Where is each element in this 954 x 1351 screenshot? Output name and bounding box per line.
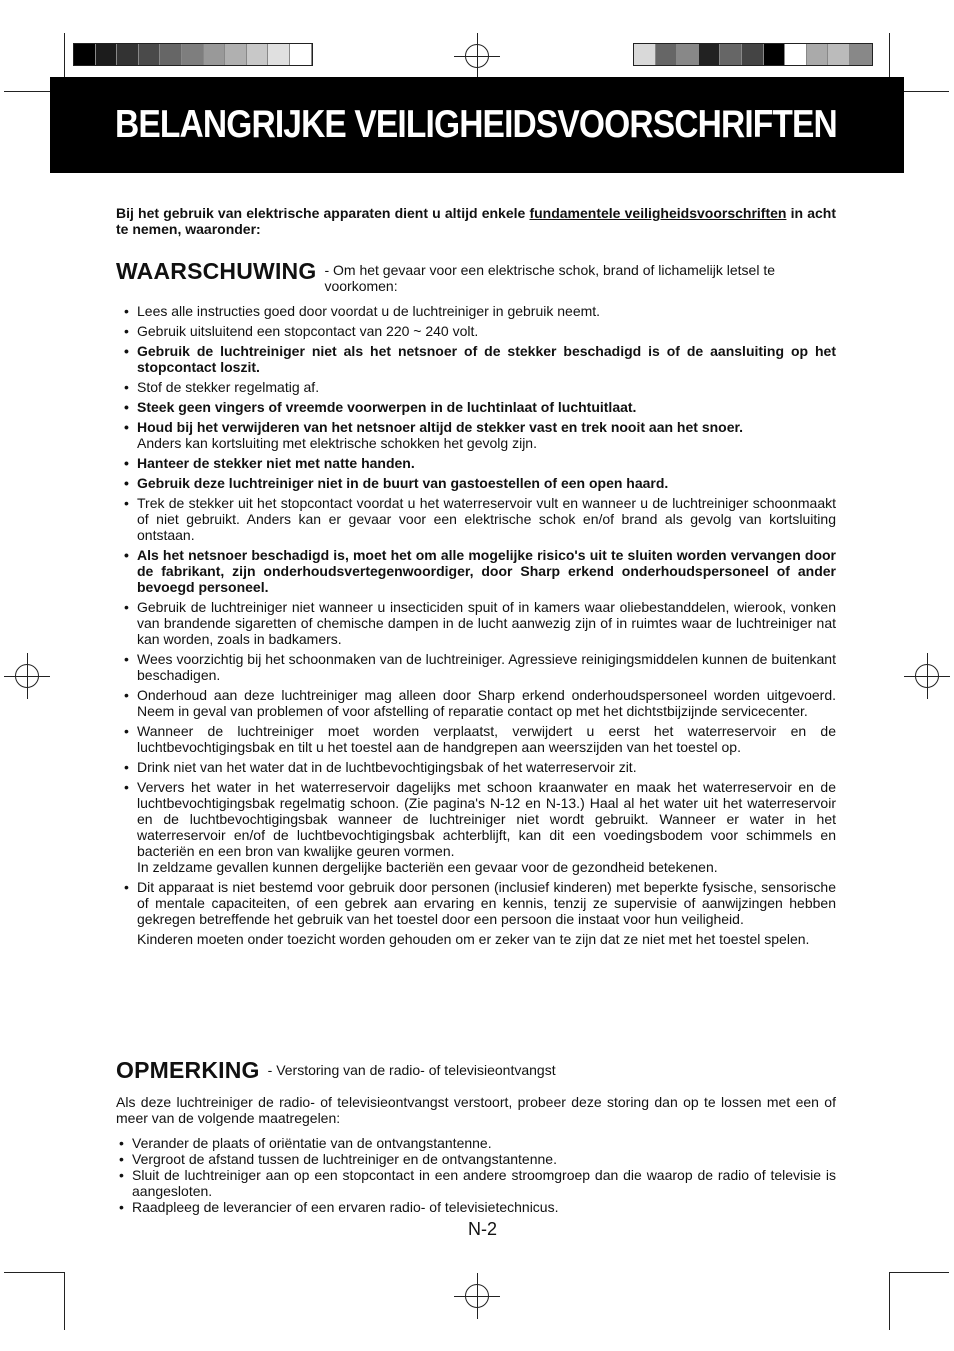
intro-paragraph (116, 205, 836, 237)
warning-title: WAARSCHUWING (116, 258, 317, 284)
warning-item-text: Gebruik de luchtreiniger niet wanneer u insecticiden spuit of in kamers waar oliebestanddelen, wierook, vonken van brandende sigaretten of chemische dampen in de lucht aanwezig zijn of in ruimtes waar de luchtreiniger nat kan worden, zoals in badkamers. (137, 599, 836, 647)
warning-item-text: Kinderen moeten onder toezicht worden gehouden om er zeker van te zijn dat ze niet met het toestel spelen. (137, 931, 810, 947)
warning-item-text: Steek geen vingers of vreemde voorwerpen in de luchtinlaat of luchtuitlaat. (137, 399, 637, 415)
warning-list-item (122, 879, 836, 927)
note-subtitle: - Verstoring van de radio- of televisieontvangst (267, 1062, 556, 1078)
warning-list-item (122, 475, 836, 491)
warning-item-text: Trek de stekker uit het stopcontact voordat u het waterreservoir vult en wanneer u de luchtreiniger schoonmaakt of niet gebruikt. Anders kan er gevaar voor een elektrische schok en/of brand als gevolg van kortsluiting ontstaan. (137, 495, 836, 543)
warning-item-note: In zeldzame gevallen kunnen dergelijke bacteriën een gevaar voor de gezondheid betekenen. (137, 859, 718, 875)
warning-list-item (122, 687, 836, 719)
warning-list-item (122, 599, 836, 647)
note-heading (116, 1058, 836, 1082)
warning-item-text: Drink niet van het water dat in de luchtbevochtigingsbak of het waterreservoir zit. (137, 759, 637, 775)
color-bar-left (73, 43, 313, 66)
note-list-item: • Sluit de luchtreiniger aan op een stopcontact in een andere stroomgroep dan die waarop de radio of televisie is aangesloten. (117, 1167, 836, 1199)
warning-item-text: Hanteer de stekker niet met natte handen. (137, 455, 415, 471)
warning-subtitle: - Om het gevaar voor een elektrische schok, brand of lichamelijk letsel te voorkomen: (324, 262, 775, 294)
warning-item-text: Ververs het water in het waterreservoir dagelijks met schoon kraanwater en maak het waterreservoir en de luchtbevochtigingsbak regelmatig schoon. (Zie pagina's N-12 en N-13.) Haal al het water uit het waterreservoir en de luchtbevochtigingsbak wanneer de luchtreiniger niet wordt gebruikt. Wanneer er water in het waterreservoir en/of de luchtbevochtigingsbak achterblijft, kan dit een voedingsbodem voor schimmels en bacteriën en een bron van kwalijke geuren vormen. (137, 779, 836, 859)
warning-list-item (122, 759, 836, 775)
warning-list-item (122, 379, 836, 395)
warning-item-text: Gebruik de luchtreiniger niet als het netsnoer of de stekker beschadigd is of de aansluiting op het stopcontact loszit. (137, 343, 836, 375)
note-title: OPMERKING (116, 1057, 260, 1083)
warning-item-text: Dit apparaat is niet bestemd voor gebruik door personen (inclusief kinderen) met beperkte fysische, sensorische of mentale capaciteiten, of een gebrek aan ervaring en kennis, tenzij ze supervisie of aanwijzingen hebben gekregen betreffende het gebruik van het toestel door een persoon die instaat voor hun veiligheid. (137, 879, 836, 927)
registration-mark (915, 664, 939, 688)
warning-list-item (122, 723, 836, 755)
registration-mark (465, 1284, 489, 1308)
note-list-item: • Vergroot de afstand tussen de luchtreiniger en de ontvangstantenne. (117, 1151, 836, 1167)
note-list (117, 1135, 836, 1215)
registration-mark (465, 44, 489, 68)
warning-item-text: Als het netsnoer beschadigd is, moet het om alle mogelijke risico's uit te sluiten worden vervangen door de fabrikant, zijn onderhoudsvertegenwoordiger, door Sharp erkend onderhoudspersoneel of ander bevoegd personeel. (137, 547, 836, 595)
warning-list-item (122, 323, 836, 339)
intro-text: Bij het gebruik van elektrische apparaten dient u altijd enkele (116, 205, 530, 221)
note-intro: Als deze luchtreiniger de radio- of televisieontvangst verstoort, probeer deze storing dan op te lossen met een of meer van de volgende maatregelen: (116, 1094, 836, 1126)
warning-list-item (122, 931, 836, 947)
title-banner (50, 77, 904, 173)
warning-item-text: Wees voorzichtig bij het schoonmaken van de luchtreiniger. Agressieve reinigingsmiddelen kunnen de buitenkant beschadigen. (137, 651, 836, 683)
warning-list-item (122, 651, 836, 683)
warning-item-note: Anders kan kortsluiting met elektrische schokken het gevolg zijn. (137, 435, 537, 451)
registration-mark (15, 664, 39, 688)
note-list-item: • Raadpleeg de leverancier of een ervaren radio- of televisietechnicus. (117, 1199, 836, 1215)
warning-item-text: Houd bij het verwijderen van het netsnoer altijd de stekker vast en trek nooit aan het snoer. (137, 419, 744, 435)
warning-item-text: Stof de stekker regelmatig af. (137, 379, 320, 395)
warning-list-item (122, 547, 836, 595)
crop-mark (4, 1272, 64, 1273)
warning-list-item (122, 343, 836, 375)
intro-text-end: in acht te nemen, waaronder: (116, 205, 836, 237)
crop-mark (889, 1272, 890, 1330)
warning-item-text: Lees alle instructies goed door voordat u de luchtreiniger in gebruik neemt. (137, 303, 601, 319)
warning-item-text: Gebruik deze luchtreiniger niet in de buurt van gastoestellen of een open haard. (137, 475, 669, 491)
page-number: N-2 (468, 1219, 498, 1239)
page-title: BELANGRIJKE VEILIGHEIDSVOORSCHRIFTEN (115, 103, 837, 146)
intro-underlined: fundamentele veiligheidsvoorschriften (529, 205, 787, 221)
warning-item-text: Wanneer de luchtreiniger moet worden verplaatst, verwijdert u eerst het waterreservoir en de luchtbevochtigingsbak en tilt u het toestel aan de handgrepen aan weerszijden van het toestel op. (137, 723, 836, 755)
warning-item-text: Gebruik uitsluitend een stopcontact van 220 ~ 240 volt. (137, 323, 479, 339)
warning-list-item (122, 455, 836, 471)
crop-mark (889, 1272, 949, 1273)
warning-list-item (122, 303, 836, 319)
color-bar-right (633, 43, 873, 66)
warning-item-text: Onderhoud aan deze luchtreiniger mag alleen door Sharp erkend onderhoudspersoneel worden uitgevoerd. Neem in geval van problemen of voor afstelling of reparatie contact op met het dichtstbijzijnde servicecenter. (137, 687, 836, 719)
warning-heading (116, 259, 836, 294)
note-list-item: • Verander de plaats of oriëntatie van de ontvangstantenne. (117, 1135, 836, 1151)
warning-list-item (122, 399, 836, 415)
warning-list-item (122, 419, 836, 451)
crop-mark (64, 1272, 65, 1330)
warning-list-item (122, 779, 836, 875)
warning-list (122, 303, 836, 951)
warning-list-item (122, 495, 836, 543)
